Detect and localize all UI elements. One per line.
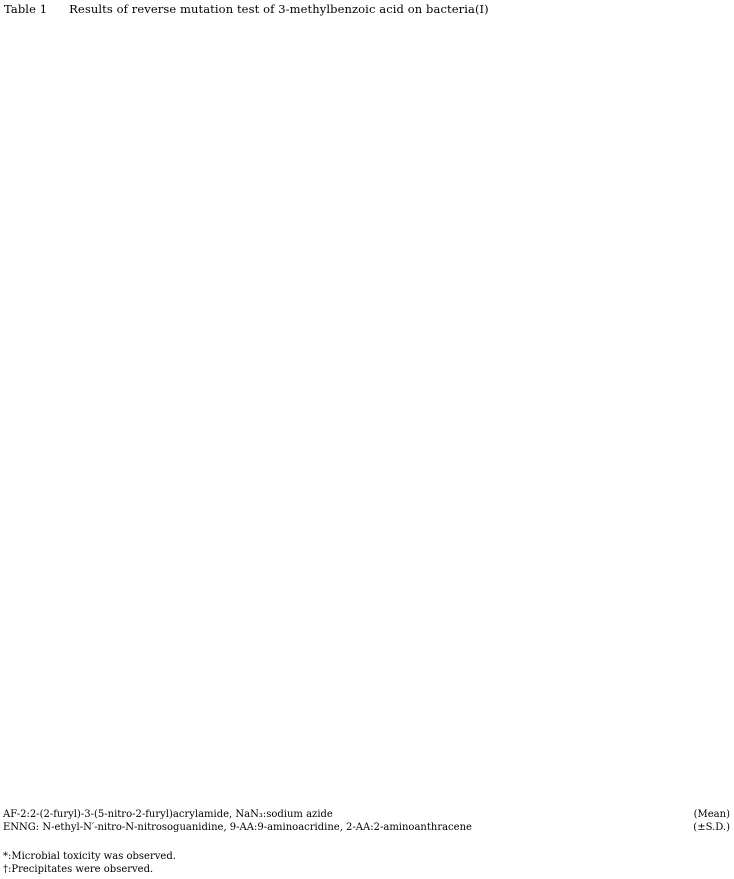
footnotes-symbols (3, 850, 176, 876)
table-caption: Results of reverse mutation test of 3-methylbenzoic acid on bacteria(I) (69, 2, 489, 16)
table-title (4, 2, 489, 16)
table-label: Table 1 (4, 2, 48, 16)
footnote-precipitate: †:Precipitates were observed. (3, 864, 154, 875)
footnotes-stat (693, 808, 730, 834)
footnote-mean: (Mean) (693, 809, 730, 820)
footnotes-abbrev (3, 808, 472, 834)
footnote-toxicity: *:Microbial toxicity was observed. (3, 851, 176, 862)
footnote-enng: ENNG: N-ethyl-N′-nitro-N-nitrosoguanidine, 9-AA:9-aminoacridine, 2-AA:2-aminoanthracene (3, 822, 472, 833)
footnote-af2: AF-2:2-(2-furyl)-3-(5-nitro-2-furyl)acrylamide, NaN₃:sodium azide (3, 809, 333, 820)
footnote-sd: (±S.D.) (693, 822, 730, 833)
